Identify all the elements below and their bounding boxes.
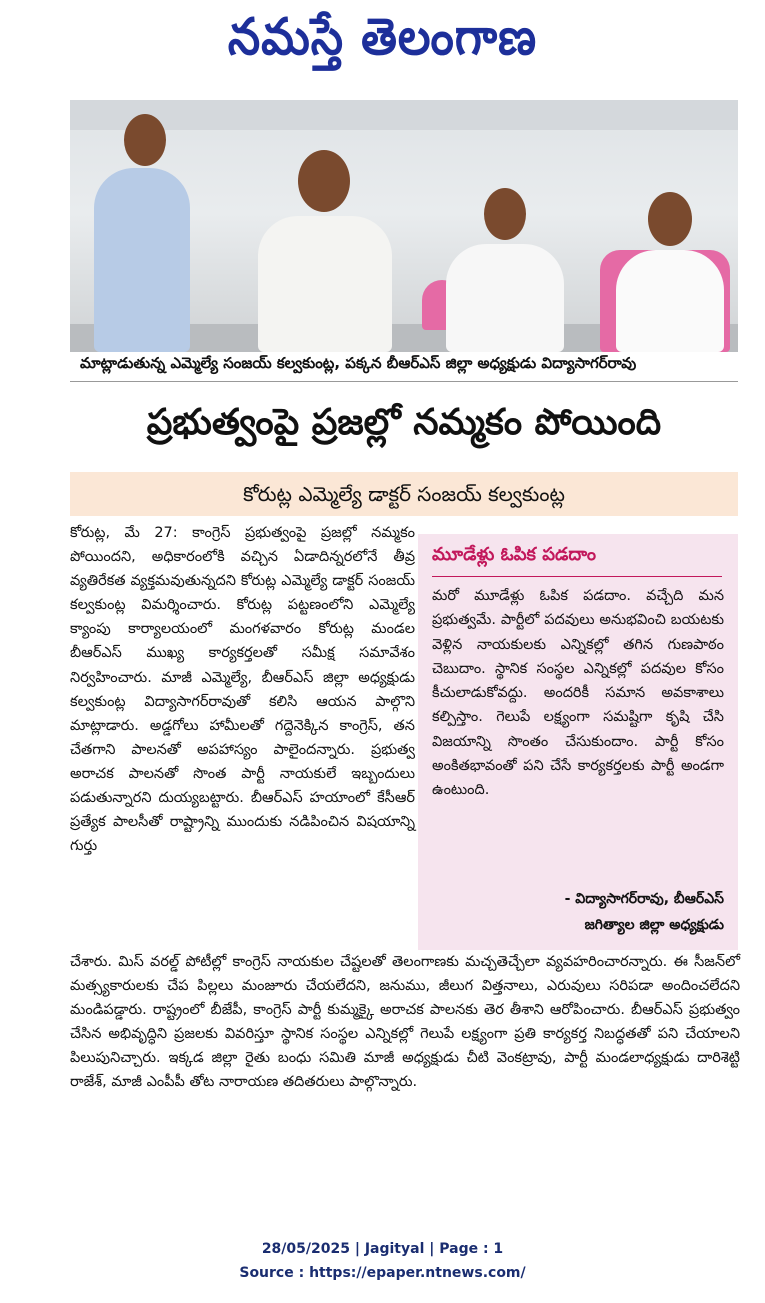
person-seated-3 (610, 192, 730, 352)
article-column: కోరుట్ల, మే 27: కాంగ్రెస్ ప్రభుత్వంపై ప్రజల్లో నమ్మకం పోయిందని, అధికారంలోకి వచ్చిన ఏడాదిన్నరలోనే తీవ్ర వ్యతిరేకత వ్యక్తమవుతున్నదని కోరుట్ల ఎమ్మెల్యే డాక్టర్ సంజయ్ కల్వకుంట్ల విమర్శించారు. కోరుట్ల పట్టణంలోని ఎమ్మెల్యే క్యాంపు కార్యాలయంలో మంగళవారం కోరుట్ల మండల బీఆర్ఎస్ ముఖ్య కార్యకర్తలతో సమీక్ష సమావేశం నిర్వహించారు. మాజీ ఎమ్మెల్యే, బీఆర్ఎస్ జిల్లా అధ్యక్షుడు కల్వకుంట్ల విద్యాసాగర్‌రావుతో కలిసి ఆయన పాల్గొని మాట్లాడారు. అడ్డగోలు హామీలతో గద్దెనెక్కిన కాంగ్రెస్, తన చేతగాని పాలనతో అపహాస్యం పాలైందన్నారు. ప్రభుత్వ అరాచక పాలనతో సొంత పార్టీ నాయకులే ఇబ్బందులు పడుతున్నారని దుయ్యబట్టారు. బీఆర్ఎస్ హయాంలో కేసీఆర్ ప్రత్యేక పాలసీతో రాష్ట్రాన్ని ముందుకు నడిపించిన విషయాన్ని గుర్తు (70, 525, 415, 855)
sidebar-signature (432, 886, 724, 938)
sidebar-title: మూడేళ్లు ఓపిక పడదాం (432, 544, 596, 565)
news-photo (70, 100, 738, 352)
signature-name: - విద్యాసాగర్‌రావు, బీఆర్ఎస్ (564, 891, 724, 907)
sidebar-body: మరో మూడేళ్లు ఓపిక పడదాం. వచ్చేది మన ప్రభుత్వమే. పార్టీలో పదవులు అనుభవించి బయటకు వెళ్లిన నాయకులకు ఎన్నికల్లో తగిన గుణపాఠం చెబుదాం. స్థానిక సంస్థల ఎన్నికల్లో పదవుల కోసం కీచులాడుకోవద్దు. అందరికీ సమాన అవకాశాలు కల్పిస్తాం. గెలుపే లక్ష్యంగా సమష్టిగా కృషి చేసి విజయాన్ని సొంతం చేసుకుందాం. పార్టీ కోసం అంకితభావంతో పని చేసే కార్యకర్తలకు పార్టీ అండగా ఉంటుంది. (432, 588, 724, 799)
footer-source-line: Source : https://epaper.ntnews.com/ (239, 1265, 526, 1281)
signature-title: జగిత్యాల జిల్లా అధ్యక్షుడు (584, 917, 724, 933)
caption-divider (70, 381, 738, 382)
subheadline: కోరుట్ల ఎమ్మెల్యే డాక్టర్ సంజయ్ కల్వకుంట్ల (243, 482, 565, 506)
masthead (0, 0, 765, 90)
photo-caption: మాట్లాడుతున్న ఎమ్మెల్యే సంజయ్ కల్వకుంట్ల, పక్కన బీఆర్ఎస్ జిల్లా అధ్యక్షుడు విద్యాసాగర్‌రావు (80, 354, 637, 372)
sidebar-divider (432, 576, 722, 577)
footer-date-line: 28/05/2025 | Jagityal | Page : 1 (261, 1241, 504, 1257)
person-standing (84, 114, 194, 352)
person-seated-1 (250, 150, 400, 352)
person-seated-2 (440, 188, 570, 352)
headline: ప్రభుత్వంపై ప్రజల్లో నమ్మకం పోయింది (146, 402, 662, 443)
article-continuation: చేశారు. మిస్ వరల్డ్ పోటీల్లో కాంగ్రెస్ నాయకుల చేష్టలతో తెలంగాణకు మచ్చతెచ్చేలా వ్యవహరించారన్నారు. ఈ సీజన్‌లో మత్స్యకారులకు చేప పిల్లలు మంజూరు చేయలేదని, జనుము, జీలుగ విత్తనాలు, ఎరువులు సరిపడా అందించలేదని మండిపడ్డారు. రాష్ట్రంలో బీజేపీ, కాంగ్రెస్ పార్టీ కుమ్మక్కై అరాచక పాలనకు తెర తీశాని ఆరోపించారు. బీఆర్ఎస్ ప్రభుత్వం చేసిన అభివృద్ధిని ప్రజలకు వివరిస్తూ స్థానిక సంస్థల ఎన్నికల్లో గెలుపే లక్ష్యంగా ప్రతి కార్యకర్త నిబద్ధతతో పని చేయాలని పిలుపునిచ్చారు. ఇక్కడ జిల్లా రైతు బంధు సమితి మాజీ అధ్యక్షుడు చీటి వెంకట్రావు, పార్టీ మండలాధ్యక్షుడు దారిశెట్టి రాజేశ్, మాజీ ఎంపీపీ తోట నారాయణ తదితరులు పాల్గొన్నారు. (70, 954, 740, 1091)
sidebar-box (418, 534, 738, 950)
newspaper-logo: నమస్తే తెలంగాణ (227, 6, 538, 67)
